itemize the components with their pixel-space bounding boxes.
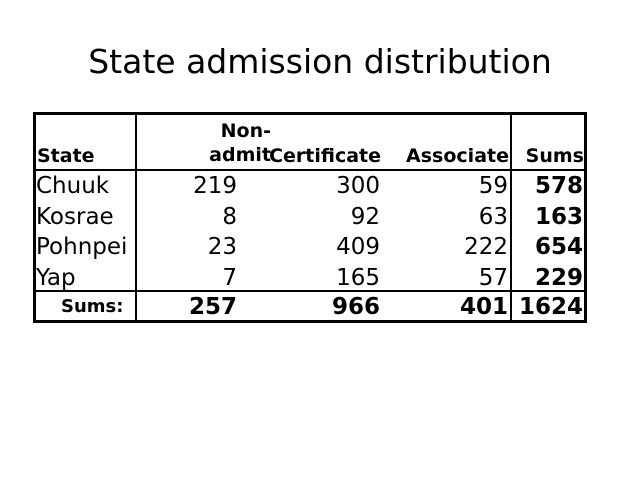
non-admit-cell: 7 <box>222 265 237 291</box>
row-sum-cell: 578 <box>534 173 583 199</box>
associate-cell: 63 <box>478 204 508 230</box>
non-admit-cell: 23 <box>207 234 237 260</box>
header-non-admit-line1: Non- <box>220 120 271 142</box>
admission-table <box>33 112 587 323</box>
state-cell: Pohnpei <box>36 234 128 260</box>
certificate-cell: 300 <box>336 173 380 199</box>
associate-cell: 222 <box>464 234 508 260</box>
certificate-cell: 409 <box>336 234 380 260</box>
table-row <box>36 232 584 263</box>
non-admit-cell: 219 <box>193 173 237 199</box>
header-non-admit-line2: admit <box>209 144 271 166</box>
totals-label: Sums: <box>61 296 124 317</box>
associate-cell: 57 <box>478 265 508 291</box>
page-title: State admission distribution <box>88 42 552 81</box>
header-non-admit <box>139 119 271 167</box>
table-row <box>36 263 584 294</box>
header-sums: Sums <box>525 145 584 167</box>
header-associate: Associate <box>406 145 509 167</box>
certificate-cell: 165 <box>336 265 380 291</box>
non-admit-cell: 8 <box>222 204 237 230</box>
state-cell: Kosrae <box>36 204 114 230</box>
total-associate: 401 <box>459 294 508 320</box>
row-sum-cell: 654 <box>534 234 583 260</box>
total-certificate: 966 <box>331 294 380 320</box>
table-row <box>36 171 584 202</box>
row-sum-cell: 229 <box>534 265 583 291</box>
associate-cell: 59 <box>478 173 508 199</box>
total-non-admit: 257 <box>188 294 237 320</box>
totals-row <box>36 292 584 320</box>
grand-total: 1624 <box>518 294 583 320</box>
certificate-cell: 92 <box>350 204 380 230</box>
table-row <box>36 202 584 233</box>
state-cell: Yap <box>36 265 76 291</box>
row-sum-cell: 163 <box>534 204 583 230</box>
header-certificate: Certificate <box>269 145 381 167</box>
header-state: State <box>37 145 95 167</box>
state-cell: Chuuk <box>36 173 110 199</box>
